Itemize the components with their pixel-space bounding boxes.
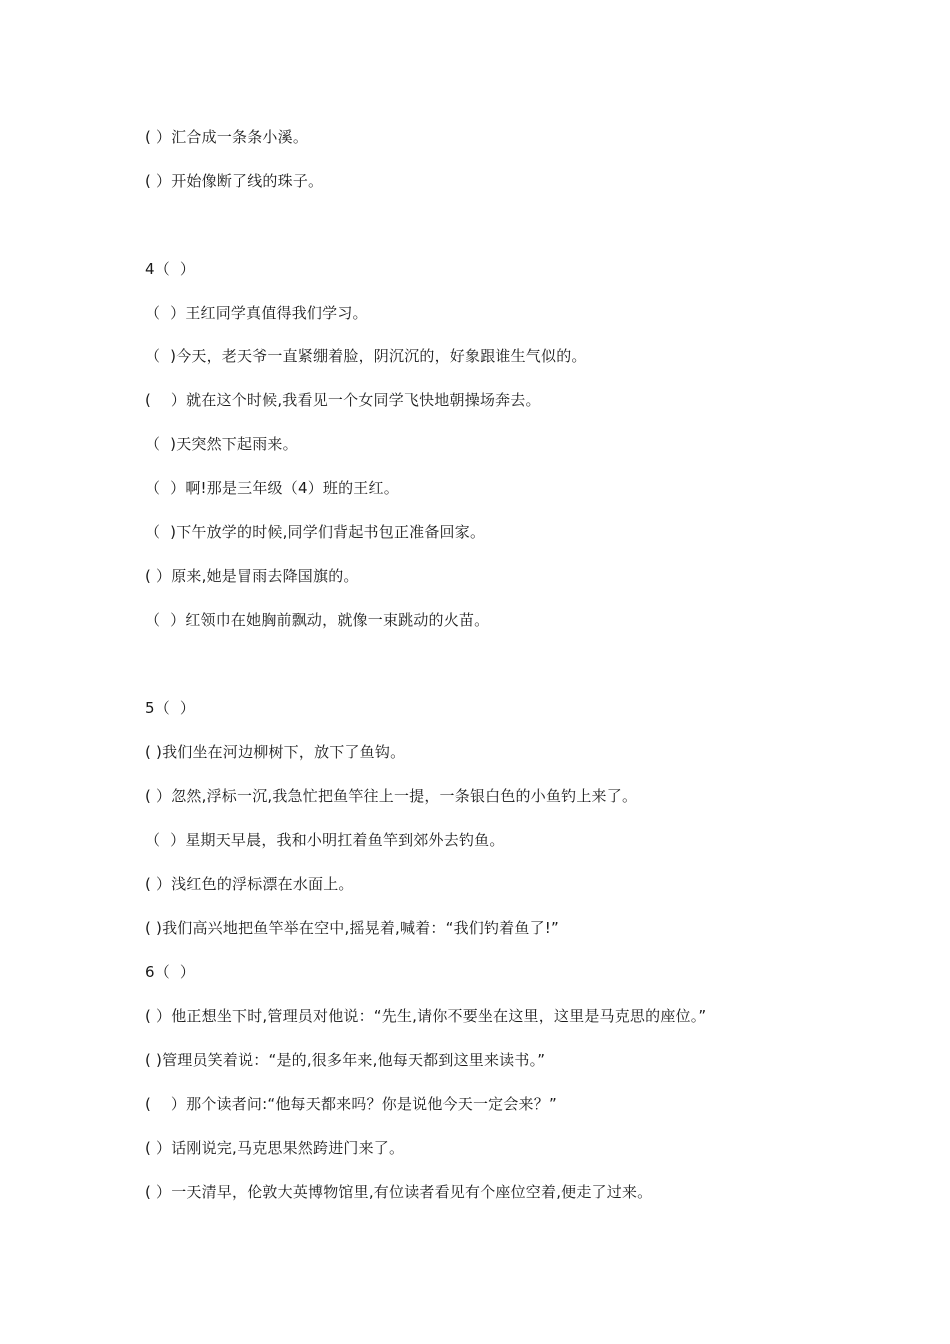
- section3-item: ( ）汇合成一条条小溪。: [145, 128, 309, 146]
- section4-item: （ ）红领巾在她胸前飘动，就像一束跳动的火苗。: [145, 611, 490, 629]
- section6-heading: 6（ ）: [145, 963, 196, 981]
- section6-item: ( ）话刚说完,马克思果然跨进门来了。: [145, 1139, 405, 1157]
- section4-item: （ ）王红同学真值得我们学习。: [145, 304, 368, 322]
- section3-item: ( ）开始像断了线的珠子。: [145, 172, 324, 190]
- section4-item: ( ）原来,她是冒雨去降国旗的。: [145, 567, 359, 585]
- section6-item: ( ）那个读者问:“他每天都来吗？你是说他今天一定会来？”: [145, 1095, 557, 1113]
- section5-heading: 5（ ）: [145, 699, 196, 717]
- section4-item: （ )下午放学的时候,同学们背起书包正准备回家。: [145, 523, 486, 541]
- section4-item: （ )今天，老天爷一直紧绷着脸，阴沉沉的，好象跟谁生气似的。: [145, 347, 587, 365]
- section4-heading: 4（ ）: [145, 260, 196, 278]
- section6-item: ( )管理员笑着说：“是的,很多年来,他每天都到这里来读书。”: [145, 1051, 546, 1069]
- section4-item: （ )天突然下起雨来。: [145, 435, 298, 453]
- section5-item: ( )我们高兴地把鱼竿举在空中,摇晃着,喊着：“我们钓着鱼了!”: [145, 919, 559, 937]
- section4-item: ( ）就在这个时候,我看见一个女同学飞快地朝操场奔去。: [145, 391, 541, 409]
- section6-item: ( ）一天清早，伦敦大英博物馆里,有位读者看见有个座位空着,便走了过来。: [145, 1183, 653, 1201]
- section5-item: ( )我们坐在河边柳树下，放下了鱼钩。: [145, 743, 406, 761]
- section5-item: （ ）星期天早晨，我和小明扛着鱼竿到郊外去钓鱼。: [145, 831, 505, 849]
- section5-item: ( ）忽然,浮标一沉,我急忙把鱼竿往上一提，一条银白色的小鱼钓上来了。: [145, 787, 638, 805]
- section4-item: （ ）啊!那是三年级（4）班的王红。: [145, 479, 399, 497]
- section5-item: ( ）浅红色的浮标漂在水面上。: [145, 875, 354, 893]
- section6-item: ( ）他正想坐下时,管理员对他说：“先生,请你不要坐在这里，这里是马克思的座位。”: [145, 1007, 707, 1025]
